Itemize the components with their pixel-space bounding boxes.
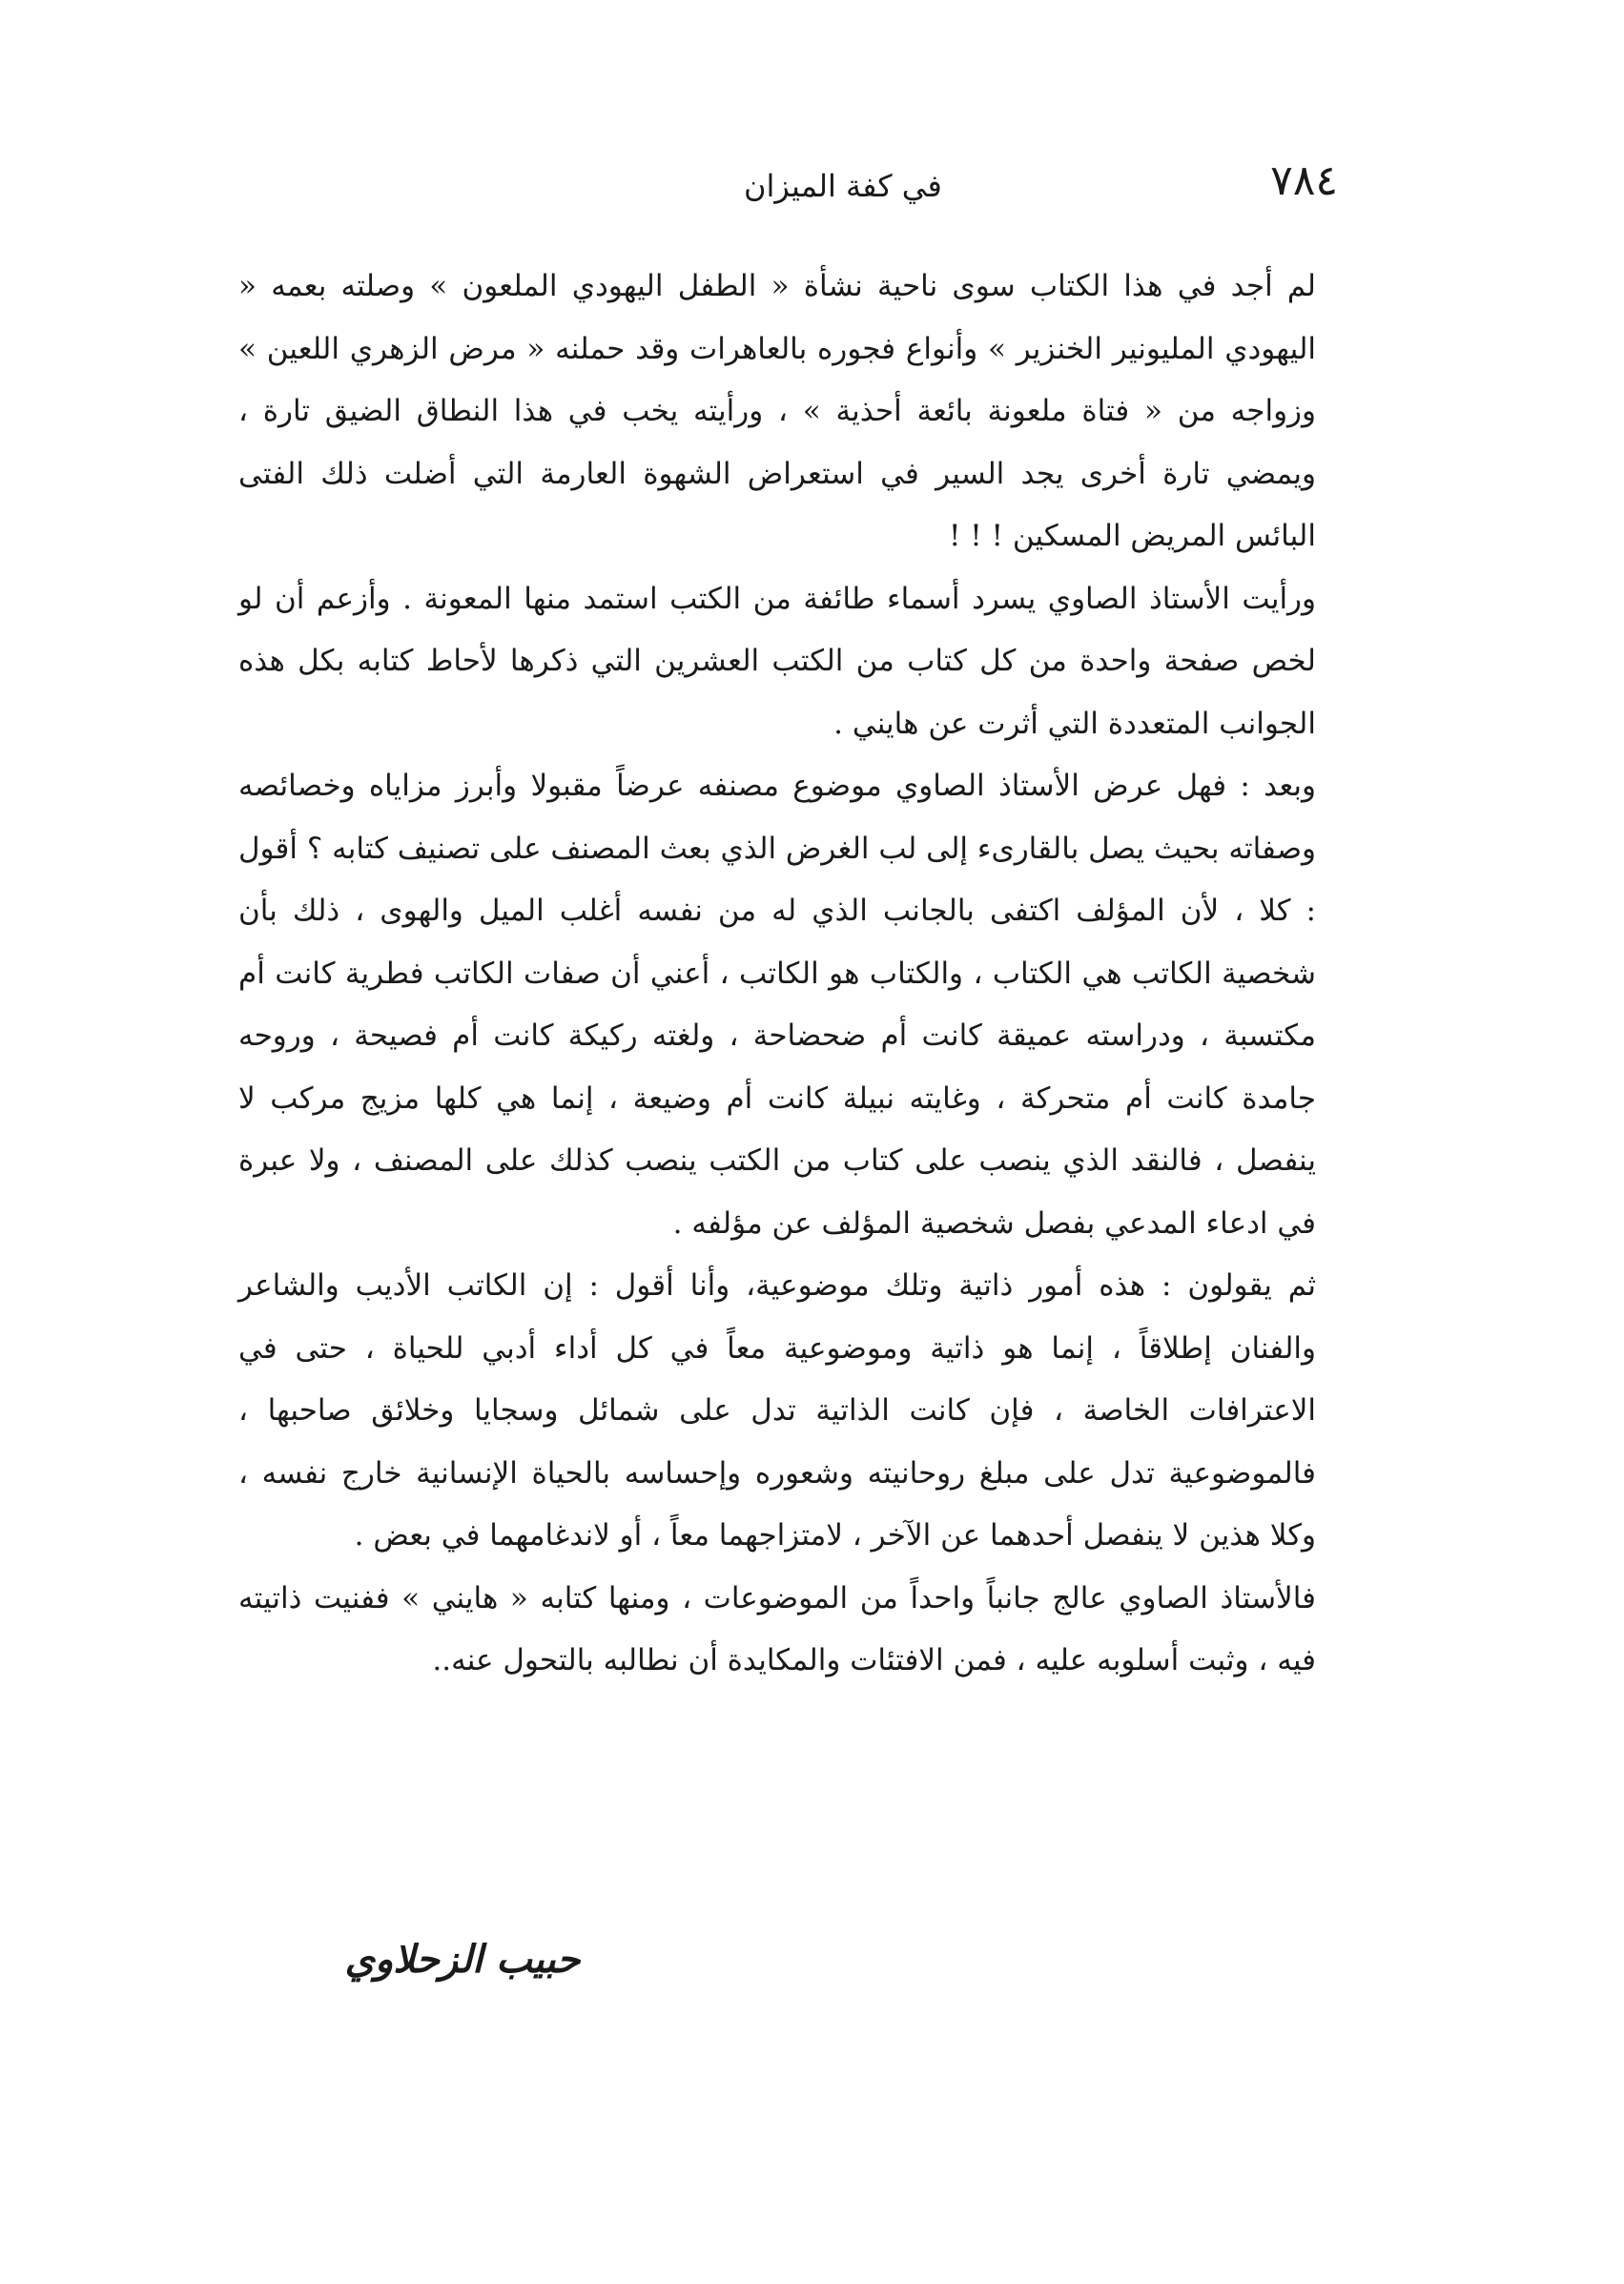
author-signature: حبيب الزحلاوي xyxy=(344,1937,581,1982)
paragraph-2: ورأيت الأستاذ الصاوي يسرد أسماء طائفة من الكتب استمد منها المعونة . وأزعم أن لو لخص صفحة واحدة من كل كتاب من الكتب العشرين التي ذكرها لأحاط كتابه بكل هذه الجوانب المتعددة التي أثرت عن هايني . xyxy=(238,581,1316,741)
paragraph-5: فالأستاذ الصاوي عالج جانباً واحداً من الموضوعات ، ومنها كتابه « هايني » ففنيت ذاتيته فيه ، وثبت أسلوبه عليه ، فمن الافتئات والمكايدة أن نطالبه بالتحول عنه.. xyxy=(238,1580,1316,1677)
page-number: ٧٨٤ xyxy=(1270,156,1338,205)
paragraph-4: ثم يقولون : هذه أمور ذاتية وتلك موضوعية، وأنا أقول : إن الكاتب الأديب والشاعر والفنان إطلاقاً ، إنما هو ذاتية وموضوعية معاً في كل أداء أدبي للحياة ، حتى في الاعترافات الخاصة ، فإن كانت الذاتية تدل على شمائل وسجايا وخلائق صاحبها ، فالموضوعية تدل على مبلغ روحانيته وشعوره وإحساسه بالحياة الإنسانية خارج نفسه ، وكلا هذين لا ينفصل أحدهما عن الآخر ، لامتزاجهما معاً ، أو لاندغامهما في بعض . xyxy=(238,1268,1316,1553)
paragraph-1: لم أجد في هذا الكتاب سوى ناحية نشأة « الطفل اليهودي الملعون » وصلته بعمه « اليهودي المليونير الخنزير » وأنواع فجوره بالعاهرات وقد حملنه « مرض الزهري اللعين » وزواجه من « فتاة ملعونة بائعة أحذية » ، ورأيته يخب في هذا النطاق الضيق تارة ، ويمضي تارة أخرى يجد السير في استعراض الشهوة العارمة التي أضلت ذلك الفتى البائس المريض المسكين ! ! ! xyxy=(238,269,1316,553)
running-title: في كفة الميزان xyxy=(744,168,942,204)
paragraph-3: وبعد : فهل عرض الأستاذ الصاوي موضوع مصنفه عرضاً مقبولا وأبرز مزاياه وخصائصه وصفاته بحيث يصل بالقارىء إلى لب الغرض الذي بعث المصنف على تصنيف كتابه ؟ أقول : كلا ، لأن المؤلف اكتفى بالجانب الذي له من نفسه أغلب الميل والهوى ، ذلك بأن شخصية الكاتب هي الكتاب ، والكتاب هو الكاتب ، أعني أن صفات الكاتب فطرية كانت أم مكتسبة ، ودراسته عميقة كانت أم ضحضاحة ، ولغته ركيكة كانت أم فصيحة ، وروحه جامدة كانت أم متحركة ، وغايته نبيلة كانت أم وضيعة ، إنما هي كلها مزيج مركب لا ينفصل ، فالنقد الذي ينصب على كتاب من الكتب ينصب كذلك على المصنف ، ولا عبرة في ادعاء المدعي بفصل شخصية المؤلف عن مؤلفه . xyxy=(238,769,1316,1241)
article-body xyxy=(238,256,1316,1693)
